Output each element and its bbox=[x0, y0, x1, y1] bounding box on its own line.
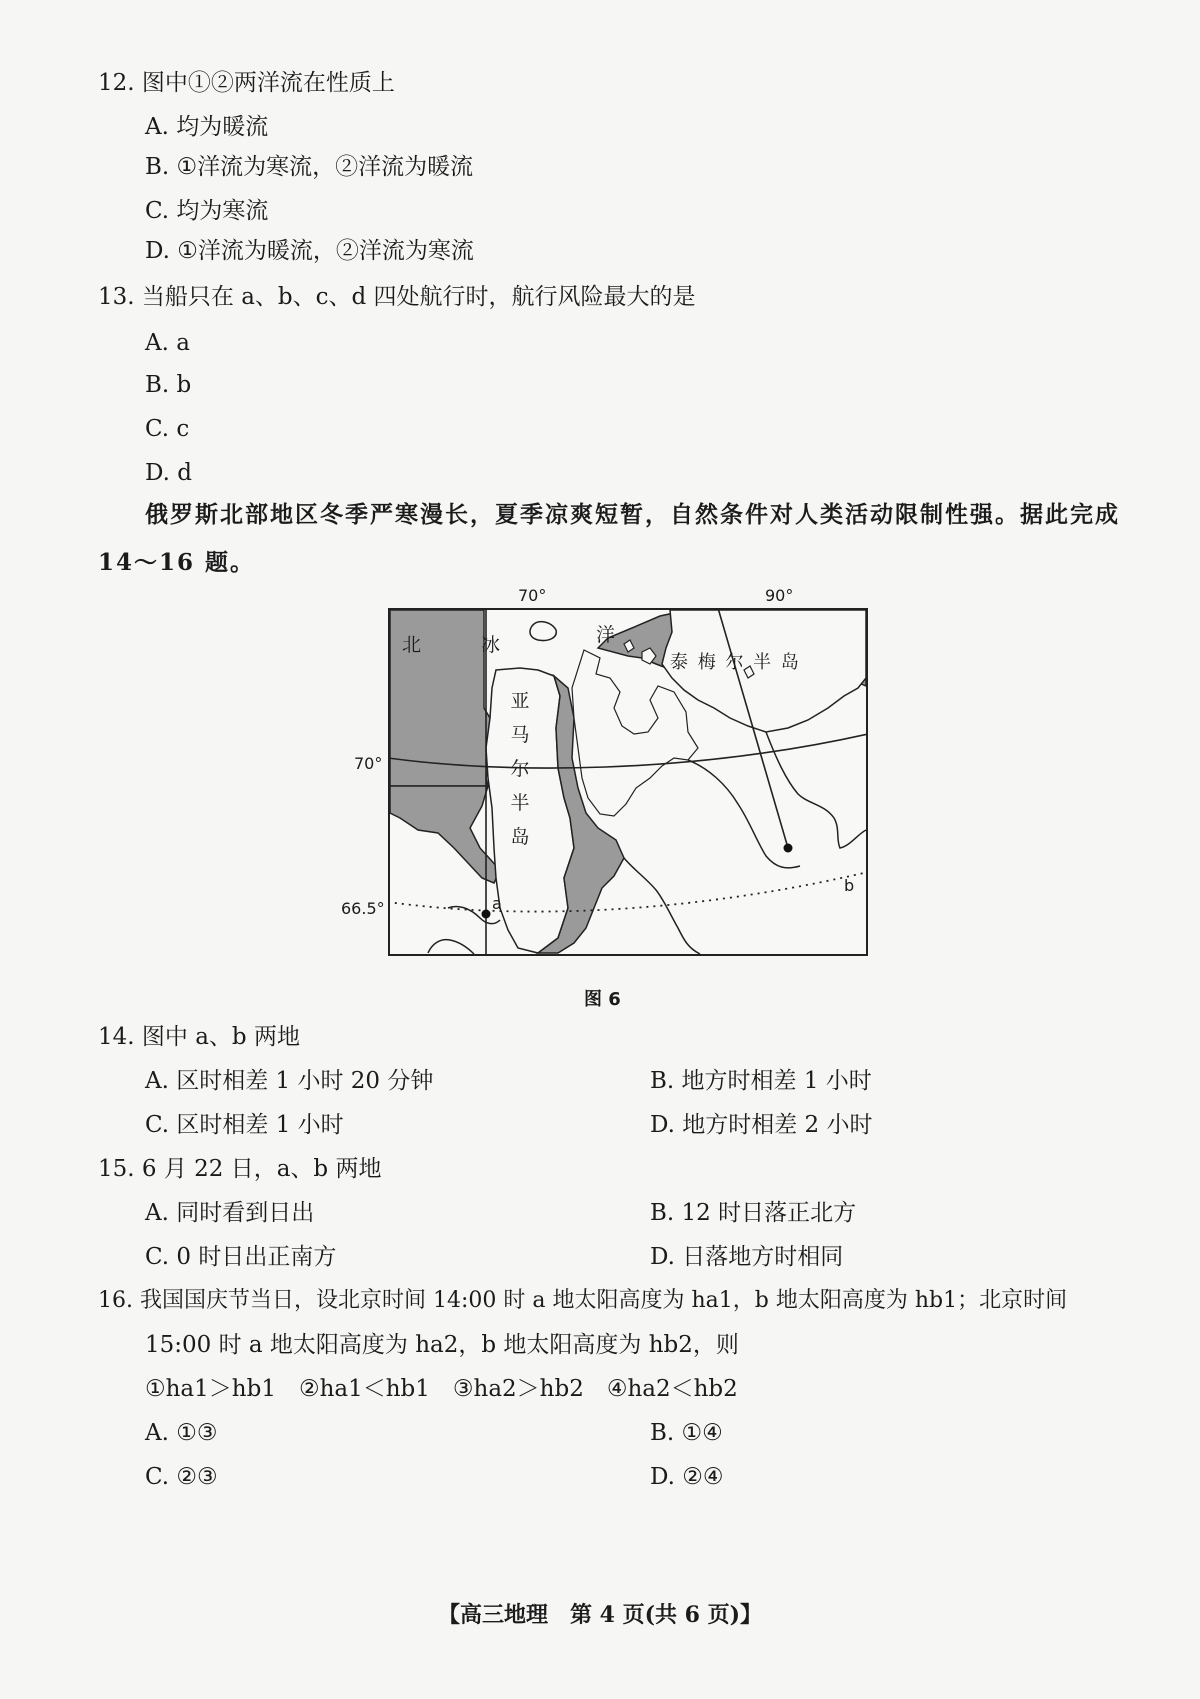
yamal-char-4: 半 bbox=[510, 792, 530, 814]
q12-option-d: D. ①洋流为暖流，②洋流为寒流 bbox=[145, 238, 474, 264]
ocean-label bbox=[402, 630, 560, 657]
passage-line-2: 14～16 题。 bbox=[98, 549, 256, 576]
lat-665-label: 66.5° bbox=[341, 899, 385, 918]
q15-option-b: B. 12 时日落正北方 bbox=[650, 1200, 857, 1226]
q13-option-c: C. c bbox=[145, 416, 190, 442]
point-a bbox=[482, 910, 491, 919]
q13-option-d: D. d bbox=[145, 460, 192, 486]
q16-stem-line-1: 16. 我国国庆节当日，设北京时间 14:00 时 a 地太阳高度为 ha1，b 地太阳高度为 hb1；北京时间 bbox=[98, 1288, 1068, 1313]
ocean-char-1: 北 bbox=[402, 634, 482, 656]
yamal-char-1: 亚 bbox=[510, 690, 530, 712]
page-footer: 【高三地理 第 4 页(共 6 页)】 bbox=[437, 1602, 763, 1628]
q13-stem: 13. 当船只在 a、b、c、d 四处航行时，航行风险最大的是 bbox=[98, 284, 696, 310]
figure-6-map bbox=[388, 608, 868, 956]
q15-option-d: D. 日落地方时相同 bbox=[650, 1244, 844, 1270]
q12-stem: 12. 图中①②两洋流在性质上 bbox=[98, 70, 395, 96]
ocean-char-3: 洋 bbox=[596, 624, 616, 646]
q13-option-a: A. a bbox=[145, 330, 190, 356]
q16-option-b: B. ①④ bbox=[650, 1420, 723, 1446]
q15-option-a: A. 同时看到日出 bbox=[145, 1200, 315, 1226]
q14-option-b: B. 地方时相差 1 小时 bbox=[650, 1068, 872, 1094]
q14-option-d: D. 地方时相差 2 小时 bbox=[650, 1112, 873, 1138]
yamal-label bbox=[508, 684, 532, 854]
q15-stem: 15. 6 月 22 日，a、b 两地 bbox=[98, 1156, 382, 1182]
taimyr-label: 泰 梅 尔 半 岛 bbox=[670, 652, 801, 673]
q16-option-d: D. ②④ bbox=[650, 1464, 724, 1490]
yamal-char-2: 马 bbox=[510, 724, 530, 746]
q16-option-c: C. ②③ bbox=[145, 1464, 218, 1490]
lat-70-label: 70° bbox=[354, 754, 383, 773]
q16-stem-line-2: 15:00 时 a 地太阳高度为 ha2，b 地太阳高度为 hb2，则 bbox=[145, 1332, 739, 1358]
figure-caption: 图 6 bbox=[584, 989, 621, 1010]
ocean-char-2: 冰 bbox=[481, 634, 561, 656]
q14-option-c: C. 区时相差 1 小时 bbox=[145, 1112, 344, 1138]
yamal-char-5: 岛 bbox=[510, 826, 530, 848]
point-a-label: a bbox=[492, 894, 502, 913]
q15-option-c: C. 0 时日出正南方 bbox=[145, 1244, 337, 1270]
q12-option-c: C. 均为寒流 bbox=[145, 198, 269, 224]
q16-statements: ①ha1＞hb1 ②ha1＜hb1 ③ha2＞hb2 ④ha2＜hb2 bbox=[145, 1376, 738, 1402]
lon-90-label: 90° bbox=[765, 586, 794, 605]
passage-line-1: 俄罗斯北部地区冬季严寒漫长，夏季凉爽短暂，自然条件对人类活动限制性强。据此完成 bbox=[145, 501, 1120, 528]
q13-option-b: B. b bbox=[145, 372, 192, 398]
point-b-label: b bbox=[844, 876, 855, 895]
q14-stem: 14. 图中 a、b 两地 bbox=[98, 1024, 300, 1050]
q12-option-a: A. 均为暖流 bbox=[145, 114, 269, 140]
lon-70-label: 70° bbox=[518, 586, 547, 605]
q12-option-b: B. ①洋流为寒流，②洋流为暖流 bbox=[145, 154, 474, 180]
yamal-char-3: 尔 bbox=[510, 758, 530, 780]
q14-option-a: A. 区时相差 1 小时 20 分钟 bbox=[145, 1068, 434, 1094]
q16-option-a: A. ①③ bbox=[145, 1420, 218, 1446]
point-b bbox=[784, 844, 793, 853]
